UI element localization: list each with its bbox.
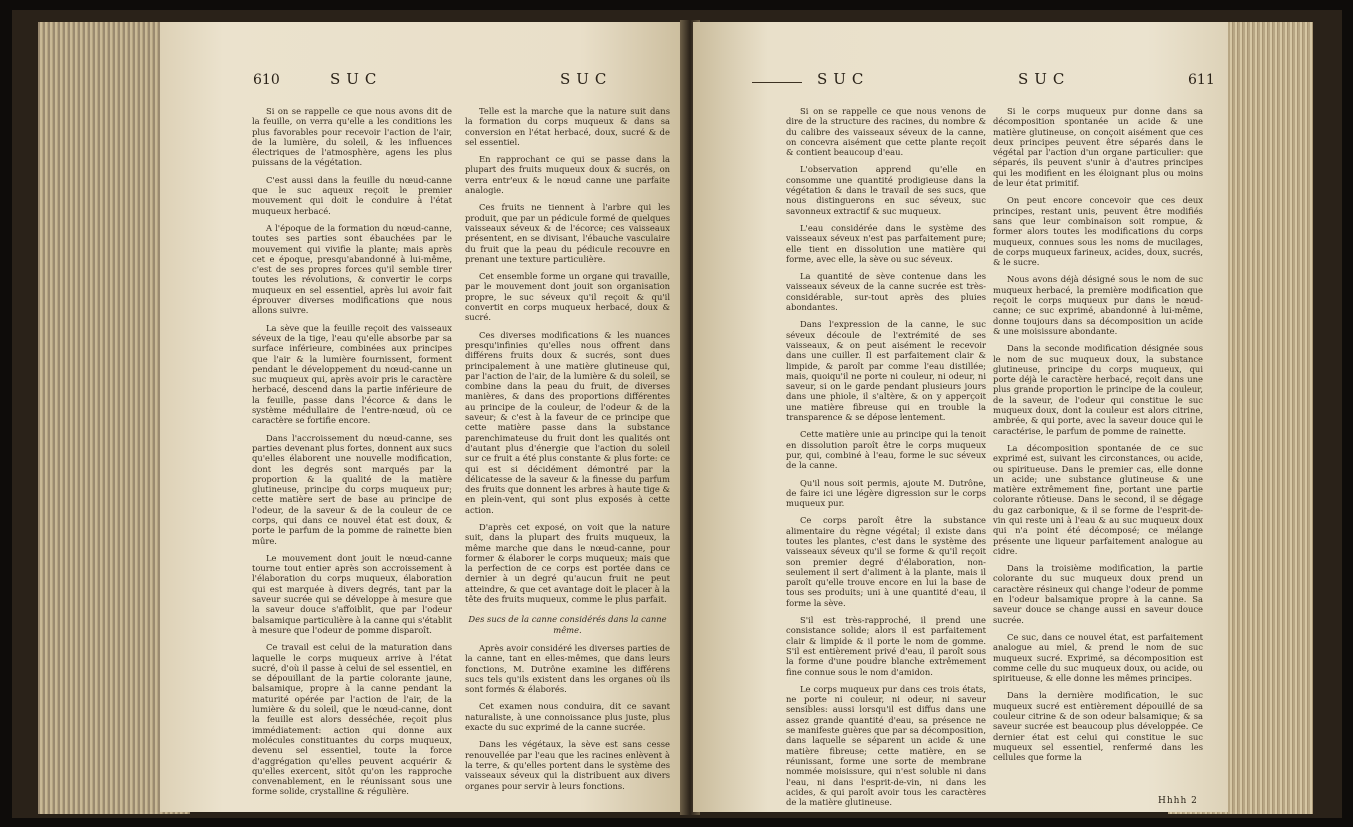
- paragraph: Qu'il nous soit permis, ajoute M. Dutrône, de faire ici une légère digression sur le corps muqueux pur.: [786, 477, 986, 509]
- paragraph: Si on se rappelle ce que nous venons de dire de la structure des racines, du nombre & du calibre des vaisseaux séveux de la canne, on concevra aisément que cette plante reçoit & contient beaucoup d'eau.: [786, 106, 986, 158]
- right-column-1: [786, 106, 986, 812]
- paragraph: Dans la dernière modification, le suc muqueux sucré est entièrement dépouillé de sa couleur citrine & de son odeur balsamique; & sa saveur sucrée est beaucoup plus développée. Ce dernier état est celui qui constitue le suc muqueux sel essentiel, renfermé dans les cellules que forme la: [993, 690, 1203, 763]
- paragraph: Telle est la marche que la nature suit dans la formation du corps muqueux & dans sa conversion en l'état herbacé, doux, sucré & de sel essentiel.: [465, 106, 670, 147]
- paragraph: On peut encore concevoir que ces deux principes, restant unis, peuvent être modifiés sans que leur combinaison soit rompue, & former alors toutes les modifications du corps muqueux, connues sous les noms de mucilages, de corps muqueux farineux, acides, doux, sucrés, & le sucre.: [993, 195, 1203, 268]
- paragraph: Ces diverses modifications & les nuances presqu'infinies qu'elles nous offrent dans différens fruits doux & sucrés, sont dues principalement à une matière glutineuse qui, par l'action de l'air, de la lumière & du soleil, se combine dans la peau du fruit, de diverses manières, & dans des proportions différentes au principe de la couleur, de l'odeur & de la saveur; & c'est à la faveur de ce principe que cette matière passe dans la substance parenchimateuse du fruit dont les qualités ont d'autant plus d'énergie que l'action du soleil sur ce fruit a été plus constante & plus forte: ce qui est si décidément démontré par la délicatesse de la saveur & la finesse du parfum des fruits que donnent les arbres à haute tige & en plein-vent, qui sont plus exposés à cette action.: [465, 329, 670, 515]
- paragraph: Cette matière unie au principe qui la tenoit en dissolution paroît être le corps muqueux pur, qui, combiné à l'eau, forme le suc séveux de la canne.: [786, 429, 986, 471]
- page-number-left: 610: [253, 72, 280, 88]
- paragraph: Cet examen nous conduira, dit ce savant naturaliste, à une connoissance plus juste, plus exacte du suc exprimé de la canne sucrée.: [465, 701, 670, 733]
- paragraph: Ce corps paroît être la substance alimentaire du règne végétal; il existe dans toutes les plantes, c'est dans le système des vaisseaux séveux qu'il se forme & qu'il reçoit son premier degré d'élaboration, non-seulement il sert d'aliment à la plante, mais il paroît qu'elle trouve encore en lui la base de tous ses produits; uni à une quantité d'eau, il forme la sève.: [786, 515, 986, 608]
- paragraph: Ce suc, dans ce nouvel état, est parfaitement analogue au miel, & prend le nom de suc muqueux sucré. Exprimé, sa décomposition est comme celle du suc muqueux doux, ou acide, ou spiritueuse, & elle donne les mêmes principes.: [993, 631, 1203, 684]
- running-header-left-2: SUC: [560, 70, 613, 88]
- paragraph: Dans la troisième modification, la partie colorante du suc muqueux doux prend un caractère résineux qui change l'odeur de pomme en l'odeur balsamique propre à la canne. Sa saveur douce se change aussi en saveur douce sucrée.: [993, 563, 1203, 625]
- signature-mark: Hhhh 2: [1158, 796, 1198, 806]
- paragraph: Dans l'accroissement du nœud-canne, ses parties devenant plus fortes, donnent aux sucs qu'elles élaborent une nouvelle modification, dont les degrés sont marqués par la proportion & la qualité de la matière glutineuse, principe du corps muqueux pur; cette matière sert de base au principe de l'odeur, de la saveur & de la couleur de ce corps, qui dans ce nouvel état est doux, & porte le parfum de la pomme de rainette bien mûre.: [252, 432, 452, 546]
- left-column-2: [465, 106, 670, 798]
- left-column-1: [252, 106, 452, 804]
- paragraph: Nous avons déjà désigné sous le nom de suc muqueux herbacé, la première modification que reçoit le corps muqueux pur dans le nœud-canne; ce suc exprimé, abandonné à lui-même, donne toujours dans sa décomposition un acide & une moisissure abondante.: [993, 274, 1203, 336]
- paragraph: Le corps muqueux pur dans ces trois états, ne porte ni couleur, ni odeur, ni saveur sensibles: aussi lorsqu'il est diffus dans une assez grande quantité d'eau, sa présence ne se manifeste guères que par sa décomposition, dans laquelle se séparent un acide & une matière fibreuse; cette matière, en se réunissant, forme une sorte de membrane nommée moisissure, qui n'est soluble ni dans l'eau, ni dans l'esprit-de-vin, ni dans les acides, & qui paroît avoir tous les caractères de la matière glutineuse.: [786, 683, 986, 808]
- paragraph: C'est aussi dans la feuille du nœud-canne que le suc aqueux reçoit le premier mouvement qui doit le conduire à l'état muqueux herbacé.: [252, 174, 452, 216]
- left-page: [160, 22, 685, 812]
- paragraph: Dans la seconde modification désignée sous le nom de suc muqueux doux, la substance glutineuse, principe du corps muqueux, qui porte déjà le caractère herbacé, reçoit dans une plus grande proportion le principe de la couleur, de la saveur, de l'odeur qui constitue le suc muqueux doux, dont la couleur est alors citrine, ambrée, & qui porte, avec la saveur douce qui le caractérise, le parfum de pomme de rainette.: [993, 343, 1203, 436]
- paragraph: La quantité de sève contenue dans les vaisseaux séveux de la canne sucrée est très-considérable, sur-tout après des pluies abondantes.: [786, 271, 986, 313]
- page-number-right: 611: [1188, 72, 1215, 88]
- paragraph: D'après cet exposé, on voit que la nature suit, dans la plupart des fruits muqueux, la même marche que dans le nœud-canne, pour former & élaborer le corps muqueux; mais que la perfection de ce corps est portée dans ce dernier à un degré qu'aucun fruit ne peut atteindre, & que cet avantage doit le placer à la tête des fruits muqueux, comme le plus parfait.: [465, 521, 670, 605]
- header-rule: [752, 82, 802, 83]
- paragraph: Ces fruits ne tiennent à l'arbre qui les produit, que par un pédicule formé de quelques vaisseaux séveux & de l'écorce; ces vaisseaux présentent, en se divisant, l'ébauche vasculaire du fruit que la peau du pédicule recouvre en prenant une texture particulière.: [465, 202, 670, 264]
- paragraph: La décomposition spontanée de ce suc exprimé est, suivant les circonstances, ou acide, ou spiritueuse. Dans le premier cas, elle donne un acide; une substance glutineuse & une matière extrêmement fine, portant une partie colorante rôtieuse. Dans le second, il se dégage du gaz carbonique, & il se forme de l'esprit-de-vin qui reste uni à l'eau & au suc muqueux doux qui n'a point été décomposé; ce mélange présente une liqueur parfaitement analogue au cidre.: [993, 442, 1203, 556]
- running-header-right-1: SUC: [817, 70, 870, 88]
- paragraph: Cet ensemble forme un organe qui travaille, par le mouvement dont jouit son organisation propre, le suc séveux qu'il reçoit & qu'il convertit en corps muqueux herbacé, doux & sucré.: [465, 271, 670, 323]
- paragraph: S'il est très-rapproché, il prend une consistance solide; alors il est parfaitement clair & limpide & il porte le nom de gomme. S'il est entièrement privé d'eau, il paroît sous la forme d'une poudre blanche extrêmement fine connue sous le nom d'amidon.: [786, 615, 986, 677]
- paragraph: A l'époque de la formation du nœud-canne, toutes ses parties sont ébauchées par le mouvement qui vivifie la plante; mais après cet e époque, presqu'abandonné à lui-même, c'est de ses propres forces qu'il semble tirer toutes les révolutions, & convertir le corps muqueux en sel essentiel, après lui avoir fait éprouver diverses modifications que nous allons suivre.: [252, 222, 452, 316]
- right-page: [693, 22, 1228, 812]
- section-subheading: Des sucs de la canne considérés dans la canne même.: [468, 614, 667, 635]
- paragraph: Si le corps muqueux pur donne dans sa décomposition spontanée un acide & une matière glutineuse, on conçoit aisément que ces deux principes peuvent être séparés dans le végétal par l'action d'un organe particulier: que séparés, ils peuvent s'unir à d'autres principes qui les modifient en les éloignant plus ou moins de leur état primitif.: [993, 106, 1203, 189]
- paragraph: Après avoir considéré les diverses parties de la canne, tant en elles-mêmes, que dans leurs fonctions, M. Dutrône examine les différens sucs tels qu'ils existent dans les organes où ils sont formés & élaborés.: [465, 642, 670, 695]
- paragraph: Dans les végétaux, la sève est sans cesse renouvellée par l'eau que les racines enlèvent à la terre, & qu'elles portent dans le système des vaisseaux séveux qui la distribuent aux divers organes pour servir à leurs fonctions.: [465, 739, 670, 791]
- paragraph: Dans l'expression de la canne, le suc séveux découle de l'extrémité de ses vaisseaux, & on peut aisément le recevoir dans une cuiller. Il est parfaitement clair & limpide, & paroît par comme l'eau distillée; mais, quoiqu'il ne porte ni couleur, ni odeur, ni saveur, si on le garde pendant plusieurs jours dans une phiole, il s'altère, & on y apperçoit une matière fibreuse qui en trouble la transparence & se dépose lentement.: [786, 319, 986, 423]
- paragraph: En rapprochant ce qui se passe dans la plupart des fruits muqueux doux & sucrés, on verra entr'eux & le nœud canne une parfaite analogie.: [465, 154, 670, 196]
- running-header-right-2: SUC: [1018, 70, 1071, 88]
- right-column-2: [993, 106, 1203, 770]
- paragraph: Le mouvement dont jouit le nœud-canne tourne tout entier après son accroissement à l'élaboration du corps muqueux, élaboration qui est marquée à divers degrés, tant par la saveur sucrée qui se développe à mesure que la saveur douce s'affoiblit, que par l'odeur balsamique particulière à la canne qui s'établit à mesure que l'odeur de pomme disparoît.: [252, 552, 452, 635]
- paragraph: L'eau considérée dans le système des vaisseaux séveux n'est pas parfaitement pure; elle tient en dissolution une matière qui forme, avec elle, la sève ou suc séveux.: [786, 222, 986, 264]
- paragraph: Ce travail est celui de la maturation dans laquelle le corps muqueux arrive à l'état sucré, d'où il passe à celui de sel essentiel, en se dépouillant de la partie colorante jaune, balsamique, propre à la canne pendant la maturité opérée par l'action de l'air, de la lumière & du soleil, que le nœud-canne, dont la feuille est alors desséchée, reçoit plus immédiatement: action qui donne aux molécules constituantes du corps muqueux, devenu sel essentiel, toute la force d'aggrégation qu'elles peuvent acquérir & qu'elles exercent, sitôt qu'on les rapproche convenablement, en le réunissant sous une forme solide, crystalline & régulière.: [252, 642, 452, 797]
- paragraph: L'observation apprend qu'elle en consomme une quantité prodigieuse dans la végétation & dans le travail de ses sucs, que nous distinguerons en suc séveux, suc savonneux extractif & suc muqueux.: [786, 164, 986, 216]
- paragraph: Si on se rappelle ce que nous avons dit de la feuille, on verra qu'elle a les conditions les plus favorables pour recevoir l'action de l'air, de la lumière, du soleil, & les influences électriques de l'atmosphère, agens les plus puissans de la végétation.: [252, 106, 452, 168]
- running-header-left-1: SUC: [330, 70, 383, 88]
- paragraph: La sève que la feuille reçoit des vaisseaux séveux de la tige, l'eau qu'elle absorbe par sa surface inférieure, combinées aux principes que l'air & la lumière fournissent, forment pendant le développement du nœud-canne un suc muqueux qui, après avoir pris le caractère herbacé, descend dans la partie inférieure de la feuille, passe dans l'écorce & dans le système médullaire de l'entre-nœud, où ce caractère se fortifie encore.: [252, 322, 452, 426]
